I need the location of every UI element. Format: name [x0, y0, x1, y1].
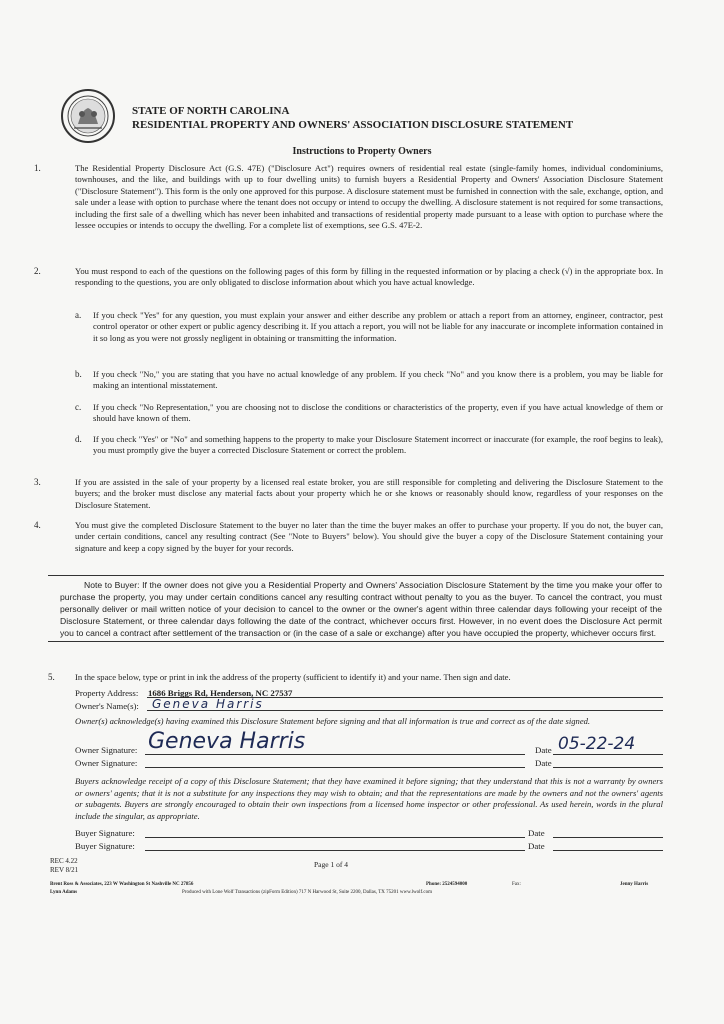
- item-number: 1.: [34, 163, 41, 173]
- agent-name: Lynn Adams: [50, 890, 78, 895]
- instruction-item-2c: If you check "No Representation," you are choosing not to disclose the conditions or characteristics of the property, even if you have actual knowledge of them or should have known of them.: [93, 402, 663, 424]
- item-letter: d.: [75, 434, 82, 444]
- owner-date-2-field[interactable]: [553, 767, 663, 768]
- buyer-signature-label: Buyer Signature:: [75, 841, 135, 851]
- page-number: Page 1 of 4: [314, 860, 348, 869]
- office-fax: Fax:: [512, 882, 521, 887]
- buyer-signature-label: Buyer Signature:: [75, 828, 135, 838]
- buyer-signature-1-field[interactable]: [145, 837, 525, 838]
- buyer-date-1-field[interactable]: [553, 837, 663, 838]
- form-revision: REV 8/21: [50, 866, 79, 874]
- instruction-item-2a: If you check "Yes" for any question, you must explain your answer and either describe any problem or attach a report from an attorney, engineer, contractor, pest control operator or other expert or public agency describing it. If you attach a report, you will not be liable for any inaccurate or incomplete information contained in it so long as you were not grossly negligent in obtaining or transmitting the information.: [93, 310, 663, 343]
- instructions-title: Instructions to Property Owners: [292, 146, 432, 157]
- instruction-item-1: The Residential Property Disclosure Act (G.S. 47E) ("Disclosure Act") requires owners of residential real estate (single-family homes, individual condominiums, townhouses, and the like, and buildings with up to four dwelling units) to furnish buyers a Residential Property and Owners' Association Disclosure Statement ("Disclosure Statement"). This form is the only one approved for this purpose. A disclosure statement must be furnished in connection with the sale, exchange, option, and sale under a lease with option to purchase where the tenant does not occupy or intend to occupy the dwelling. A disclosure statement is not required for some transactions, including the first sale of a dwelling which has never been inhabited and transactions of residential property made pursuant to a lease with option to purchase where the lessee occupies or intends to occupy the dwelling. For a complete list of exemptions, see G.S. 47E-2.: [75, 163, 663, 231]
- date-label: Date: [535, 758, 552, 768]
- owner-signature-label: Owner Signature:: [75, 758, 138, 768]
- date-line: [553, 754, 663, 755]
- owner-names-label: Owner's Name(s):: [75, 701, 139, 711]
- note-to-buyer: [48, 575, 664, 642]
- property-address-label: Property Address:: [75, 688, 139, 698]
- property-address-field[interactable]: 1686 Briggs Rd, Henderson, NC 27537: [148, 688, 293, 698]
- instruction-item-2b: If you check "No," you are stating that you have no actual knowledge of any problem. If you check "No" and you know there is a problem, you may be liable for making an intentional misstatement.: [93, 369, 663, 391]
- instruction-item-2d: If you check "Yes" or "No" and something happens to the property to make your Disclosure Statement incorrect or inaccurate (for example, the roof begins to leak), you must promptly give the buyer a corrected Disclosure Statement or correct the problem.: [93, 434, 663, 456]
- office-phone: Phone: 2524594000: [426, 882, 468, 887]
- instruction-item-5: In the space below, type or print in ink the address of the property (sufficient to identify it) and your name. Then sign and date.: [75, 672, 511, 682]
- item-letter: c.: [75, 402, 82, 412]
- date-label: Date: [535, 745, 552, 755]
- produced-with: Produced with Lone Wolf Transactions (zipForm Edition) 717 N Harwood St, Suite 2200, Dallas, TX 75201 www.lwolf.com: [182, 890, 433, 895]
- buyer-signature-2-field[interactable]: [145, 850, 525, 851]
- note-to-buyer-text: Note to Buyer: If the owner does not give you a Residential Property and Owners' Association Disclosure Statement by the time you make your offer to purchase the property, you may under certain conditions cancel any resulting contract without penalty to you as the buyer. To cancel the contract, you must personally deliver or mail written notice of your decision to cancel to the owner or the owner's agent within three calendar days following your receipt of the Disclosure Statement, or three calendar days following the date of the contract, whichever occurs first. However, in no event does the Disclosure Act permit you to cancel a contract after settlement of the transaction or (in the case of a sale or exchange) after you have occupied the property, whichever occurs first.: [60, 580, 662, 638]
- owner-signature-line: [145, 754, 525, 755]
- office-info: Brent Ross & Associates, 223 W Washington St Nashville NC 27856: [50, 882, 194, 887]
- item-number: 5.: [48, 672, 55, 682]
- owner-date-field[interactable]: 05-22-24: [558, 734, 636, 754]
- nc-state-seal-icon: [60, 88, 116, 144]
- item-letter: b.: [75, 369, 82, 379]
- instruction-item-4: You must give the completed Disclosure Statement to the buyer no later than the time the buyer makes an offer to purchase your property. If you do not, the buyer can, under certain conditions, cancel any resulting contract (See "Note to Buyers" below). You should give the buyer a copy of the Disclosure Statement containing your signature and keep a copy signed by the buyer for your records.: [75, 520, 663, 553]
- owner-signature-label: Owner Signature:: [75, 745, 138, 755]
- item-number: 3.: [34, 477, 41, 487]
- item-number: 4.: [34, 520, 41, 530]
- date-label: Date: [528, 828, 545, 838]
- form-header: [132, 104, 573, 132]
- item-letter: a.: [75, 310, 82, 320]
- buyer-acknowledgment: Buyers acknowledge receipt of a copy of this Disclosure Statement; that they have examined it before signing; that they understand that this is not a warranty by owners or owners' agents; that it is not a substitute for any inspections they may wish to obtain; and that the representations are made by the owners and not the owners' agents or subagents. Buyers are strongly encouraged to obtain their own inspections from a licensed home inspector or other professional. As used herein, words in the plural include the singular, as appropriate.: [75, 776, 663, 821]
- instruction-item-3: If you are assisted in the sale of your property by a licensed real estate broker, you are still responsible for completing and delivering the Disclosure Statement to the buyers; and the broker must disclose any material facts about your property which he or she knows or reasonably should know, regardless of your responses on the Disclosure Statement.: [75, 477, 663, 510]
- state-title: STATE OF NORTH CAROLINA: [132, 105, 290, 117]
- item-number: 2.: [34, 266, 41, 276]
- owner-signature-2-field[interactable]: [145, 767, 525, 768]
- owner-names-field[interactable]: Geneva Harris: [152, 697, 264, 711]
- file-name: Jenny Harris: [620, 882, 649, 887]
- owner-signature-field[interactable]: Geneva Harris: [148, 729, 306, 754]
- instruction-item-2: You must respond to each of the questions on the following pages of this form by filling in the requested information or by placing a check (√) in the appropriate box. In responding to the questions, you are only obligated to disclose information about which you have actual knowledge.: [75, 266, 663, 288]
- buyer-date-2-field[interactable]: [553, 850, 663, 851]
- form-title: RESIDENTIAL PROPERTY AND OWNERS' ASSOCIATION DISCLOSURE STATEMENT: [132, 119, 574, 131]
- date-label: Date: [528, 841, 545, 851]
- form-code: REC 4.22: [50, 857, 78, 865]
- owner-acknowledgment: Owner(s) acknowledge(s) having examined this Disclosure Statement before signing and that all information is true and correct as of the date signed.: [75, 716, 591, 726]
